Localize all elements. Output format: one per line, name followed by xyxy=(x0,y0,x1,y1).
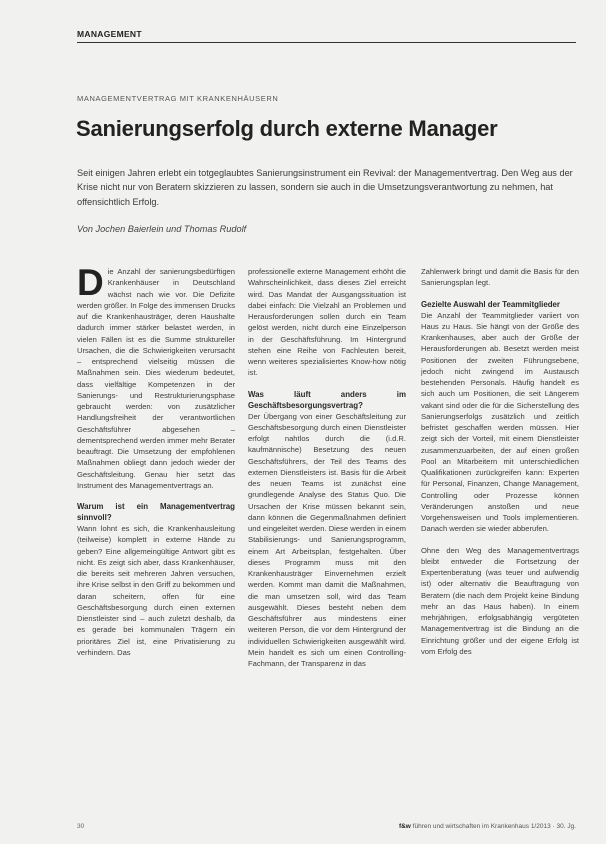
paragraph: Zahlenwerk bringt und damit die Basis für den Sanierungsplan legt. xyxy=(421,267,579,288)
paragraph: ie Anzahl der sanierungsbedürftigen Krankenhäuser in Deutschland wächst nach wie vor. Die Defizite werden größer. In Folge des immensen Drucks auf die Krankenhausträger, deren Haushalte dadurch immer stärker belastet werden, in vielen Fällen ist es die Summe struktureller Ursachen, die die Schwierigkeiten verursacht – entsprechend vielseitig müssen die Maßnahmen sein. Dies wiederum bedeutet, dass vielfältige Kompetenzen in der Sanierungs- und Restrukturierungsphase gebraucht werden: von zusätzlicher Handlungsfreiheit der verantwortlichen Geschäftsführer abgesehen – dementsprechend werden immer mehr Berater beauftragt. Die Umsetzung der empfohlenen Maßnahmen obliegt dann jedoch wieder der Geschäftsleitung. Genau hier setzt das Instrument des Managementvertrags an. xyxy=(77,267,235,490)
publication-info: führen und wirtschaften im Krankenhaus 1/2013 · 30. Jg. xyxy=(412,823,576,830)
article-title: Sanierungserfolg durch externe Manager xyxy=(76,116,498,141)
text-column-1 xyxy=(77,262,235,658)
section-label: MANAGEMENT xyxy=(77,29,142,39)
header-rule xyxy=(77,42,576,43)
paragraph: Die Anzahl der Teammitglieder variiert von Haus zu Haus. Sie hängt von der Größe des Krankenhauses, aber auch der Größe der Herausforderungen ab. Besetzt werden meist Positionen der zweiten Führungsebene, jedoch nicht zwingend im Austausch bestehenden Personals. Häufig handelt es sich auch um Positionen, die seit Längerem vakant sind oder die für die Sicherstellung des Sanierungserfolgs zusätzlich und zeitlich befristet geschaffen werden müssen. Hier zeigt sich der Vorteil, mit einem Dienstleister zusammenzuarbeiten, der auf einen großen Pool an Mitarbeitern mit unterschiedlichen Qualifikationen zurückgreifen kann: Experten für Personal, Finanzen, Change Management, Controlling oder Prozesse können Veränderungen anstoßen und neue Vorgehensweisen und Tools implementieren. Danach werden sie wieder abberufen. xyxy=(421,310,579,534)
publication-brand: f&w xyxy=(398,823,411,830)
article-kicker: MANAGEMENTVERTRAG MIT KRANKENHÄUSERN xyxy=(77,94,279,103)
article-byline: Von Jochen Baierlein und Thomas Rudolf xyxy=(77,224,247,234)
article-lead: Seit einigen Jahren erlebt ein totgeglaubtes Sanierungsinstrument ein Revival: der Managementvertrag. Den Weg aus der Krise nicht nur von Beratern skizzieren zu lassen, sondern sie auch in die Umsetzungsverantwortung zu nehmen, hat offensichtlich Erfolg. xyxy=(77,168,573,207)
paragraph: Der Übergang von einer Geschäftsleitung zur Geschäftsbesorgung durch einen Dienstleister erfolgt nahtlos durch die (i.d.R. kaufmännische) Besetzung des neuen Geschäftsführers, der Teil des Teams des externen Dienstleisters ist. Basis für die Arbeit des neuen Teams ist zunächst eine grundlegende Analyse des Status Quo. Die Ursachen der Krise müssen bekannt sein, dann können die Gegenmaßnahmen definiert und eingeleitet werden. Diese werden in einem Stabilisierungs- und Sanierungsprogramm, einem Art Arbeitsplan, festgehalten. Über dieses Programm muss mit den Krankenhausträger Einvernehmen erzielt werden. Kommt man damit die Maßnahmen, die man umsetzen soll, wird das Team ausgewählt. Dieses besteht neben dem Geschäftsführer aus mindestens einer weiteren Person, die vor dem Hintergrund der individuellen Schwierigkeiten ausgewählt wird. Mein handelt es sich um einen Controlling-Fachmann, der Transparenz in das xyxy=(248,411,406,668)
paragraph-gap xyxy=(421,535,579,545)
text-column-3 xyxy=(421,266,579,657)
page-number: 30 xyxy=(77,823,85,830)
text-column-2 xyxy=(248,266,406,669)
paragraph: professionelle externe Management erhöht die Wahrscheinlichkeit, dass dieses Ziel erreicht wird. Das Mandat der Ausgangssituation ist dabei einfach: Die Vielzahl an Problemen und Herausforderungen sollen durch ein Team gelöst werden, nicht durch eine Einzelperson in der Geschäftsführung. Im Hintergrund stehen eine Reihe von Fachleuten bereit, wenn weiteres spezialisiertes Know-how nötig ist. xyxy=(248,267,406,378)
drop-cap: D xyxy=(77,262,104,303)
paragraph: Wann lohnt es sich, die Krankenhausleitung (teilweise) komplett in externe Hände zu geben? Eine allgemeingültige Antwort gibt es nicht. Es zeigt sich aber, dass Krankenhäuser, die bereits seit mehreren Jahren versuchen, ihre Krise selbst in den Griff zu bekommen und daran scheitern, offen für eine Geschäftsbesorgung durch einen externen Dienstleister sind – auch zuletzt deshalb, da es gerade bei kommunalen Trägern ein prioritäres Ziel ist, eine Privatisierung zu verhindern. Das xyxy=(77,524,235,657)
publication-footer xyxy=(399,823,576,830)
subheading: Was läuft anders im Geschäftsbesorgungsvertrag? xyxy=(248,389,406,410)
subheading: Warum ist ein Managementvertrag sinnvoll? xyxy=(77,502,235,522)
paragraph: Ohne den Weg des Managementvertrags bleibt entweder die Fortsetzung der Expertenberatung (was teuer und aufwendig ist) oder alternativ die Beauftragung von Beratern (die nach dem Projekt keine Bindung mehr an das Haus haben). In einem mehrjährigen, erfolgsabhängig vergüteten Managementvertrag ist die Bindung an die Einrichtung größer und der eigene Erfolg ist vom Erfolg des xyxy=(421,545,579,656)
subheading: Gezielte Auswahl der Teammitglieder xyxy=(421,299,561,309)
